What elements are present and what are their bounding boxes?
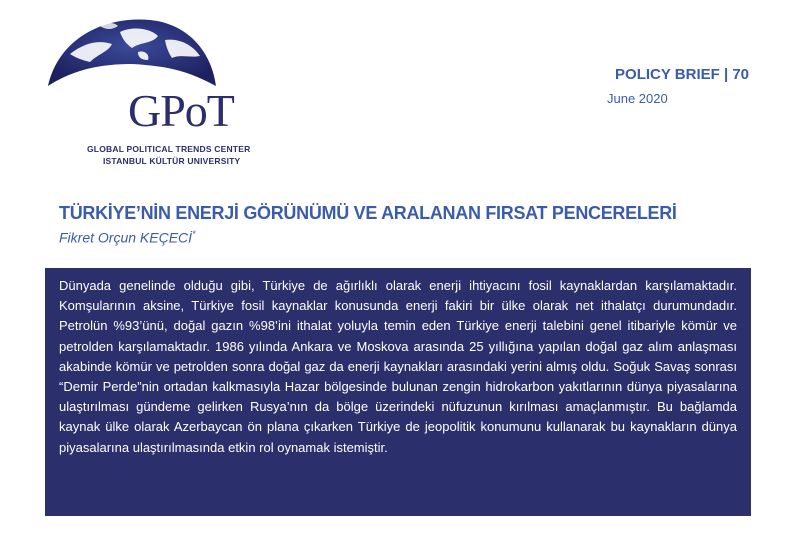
article-author xyxy=(59,229,196,246)
abstract-box xyxy=(45,268,751,516)
author-name: Fikret Orçun KEÇECİ xyxy=(59,229,193,246)
policy-brief-number: POLICY BRIEF | 70 xyxy=(615,66,749,83)
abstract-text: Dünyada genelinde olduğu gibi, Türkiye de ağırlıklı olarak enerji ihtiyacını fosil kaynaklardan karşılamaktadır. Komşularının aksine, Türkiye fosil kaynaklar konusunda enerji fakiri bir ülke olarak net ithalatçı durumundadır. Petrolün %93’ünü, doğal gazın %98’ini ithalat yoluyla temin eden Türkiye enerji talebini genel itibariyle kömür ve petrolden karşılamaktadır. 1986 yılında Ankara ve Moskova arasında 25 yıllığına yapılan doğal gaz alım anlaşması akabinde kömür ve petrolden sonra doğal gaz da enerji kaynakları arasındaki yerini almış oldu. Soğuk Savaş sonrası “Demir Perde”nin ortadan kalkmasıyla Hazar bölgesinde bulunan zengin hidrokarbon yakıtlarının dünya piyasalarına ulaştırılması gündeme gelirken Rusya’nın da bölge üzerindeki nüfuzunun kırılması amaçlanmıştır. Bu bağlamda kaynak ülke olarak Azerbaycan ön plana çıkarken Türkiye de jeopolitik konumunu kullanarak bu kaynakların dünya piyasalarına ulaştırılmasında etkin rol oynamak istemiştir. xyxy=(59,278,737,455)
author-footnote-mark: * xyxy=(192,229,196,239)
logo-wordmark: GPoT xyxy=(128,85,234,136)
publication-date: June 2020 xyxy=(607,91,668,106)
globe-icon xyxy=(40,14,220,94)
article-title: TÜRKİYE’NİN ENERJİ GÖRÜNÜMÜ VE ARALANAN FIRSAT PENCERELERİ xyxy=(59,203,677,223)
logo-org-name: GLOBAL POLITICAL TRENDS CENTER xyxy=(87,144,251,154)
gpot-logo xyxy=(40,14,251,166)
logo-university: ISTANBUL KÜLTÜR UNIVERSITY xyxy=(103,156,241,166)
